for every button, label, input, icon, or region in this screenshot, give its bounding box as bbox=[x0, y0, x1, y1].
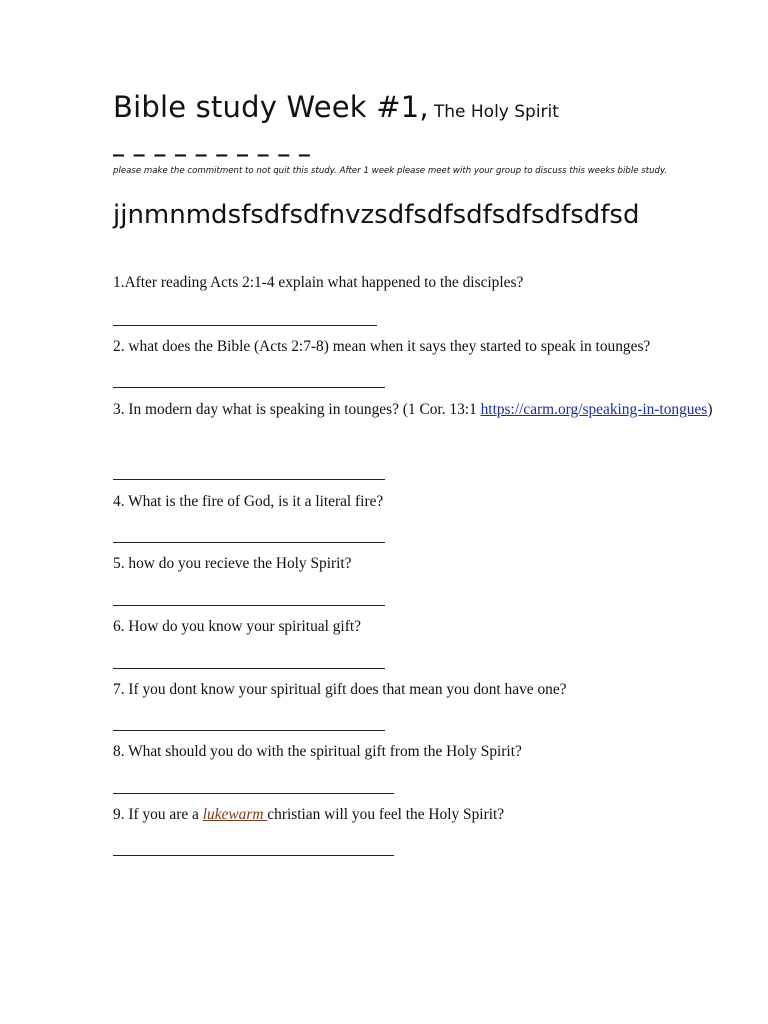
answer-line-3[interactable] bbox=[113, 479, 385, 480]
question-3 bbox=[113, 395, 758, 425]
question-3-close: ) bbox=[707, 401, 713, 418]
answer-line-4[interactable] bbox=[113, 542, 385, 543]
question-1: 1.After reading Acts 2:1-4 explain what happened to the disciples? bbox=[113, 274, 524, 291]
answer-line-1[interactable] bbox=[113, 325, 377, 326]
dash-divider: _ _ _ _ _ _ _ _ _ _ bbox=[113, 132, 311, 157]
title-main: Bible study Week #1, bbox=[113, 90, 429, 124]
question-5: 5. how do you recieve the Holy Spirit? bbox=[113, 555, 352, 572]
answer-line-8[interactable] bbox=[113, 793, 394, 794]
page-title bbox=[113, 90, 559, 124]
question-9 bbox=[113, 806, 504, 824]
question-8: 8. What should you do with the spiritual gift from the Holy Spirit? bbox=[113, 743, 522, 760]
question-9-rest: christian will you feel the Holy Spirit? bbox=[267, 806, 505, 823]
question-9-text: 9. If you are a bbox=[113, 806, 203, 823]
commitment-note: please make the commitment to not quit this study. After 1 week please meet with your group to discuss this weeks bible study. bbox=[113, 166, 668, 176]
filler-text: jjnmnmdsfsdfsdfnvzsdfsdfsdfsdfsdfsdfsd bbox=[113, 200, 640, 230]
answer-line-9[interactable] bbox=[113, 855, 394, 856]
answer-line-7[interactable] bbox=[113, 730, 385, 731]
answer-line-2[interactable] bbox=[113, 387, 385, 388]
carm-link[interactable]: https://carm.org/speaking-in-tongues bbox=[480, 401, 708, 418]
answer-line-6[interactable] bbox=[113, 668, 385, 669]
question-4: 4. What is the fire of God, is it a literal fire? bbox=[113, 493, 384, 510]
question-7: 7. If you dont know your spiritual gift does that mean you dont have one? bbox=[113, 681, 567, 698]
question-6: 6. How do you know your spiritual gift? bbox=[113, 618, 361, 635]
lukewarm-term: lukewarm bbox=[202, 806, 268, 823]
question-3-text: 3. In modern day what is speaking in tounges? (1 Cor. 13:1 bbox=[113, 401, 481, 418]
answer-line-5[interactable] bbox=[113, 605, 385, 606]
title-subtitle: The Holy Spirit bbox=[433, 102, 559, 122]
question-2: 2. what does the Bible (Acts 2:7-8) mean when it says they started to speak in tounges? bbox=[113, 338, 651, 355]
